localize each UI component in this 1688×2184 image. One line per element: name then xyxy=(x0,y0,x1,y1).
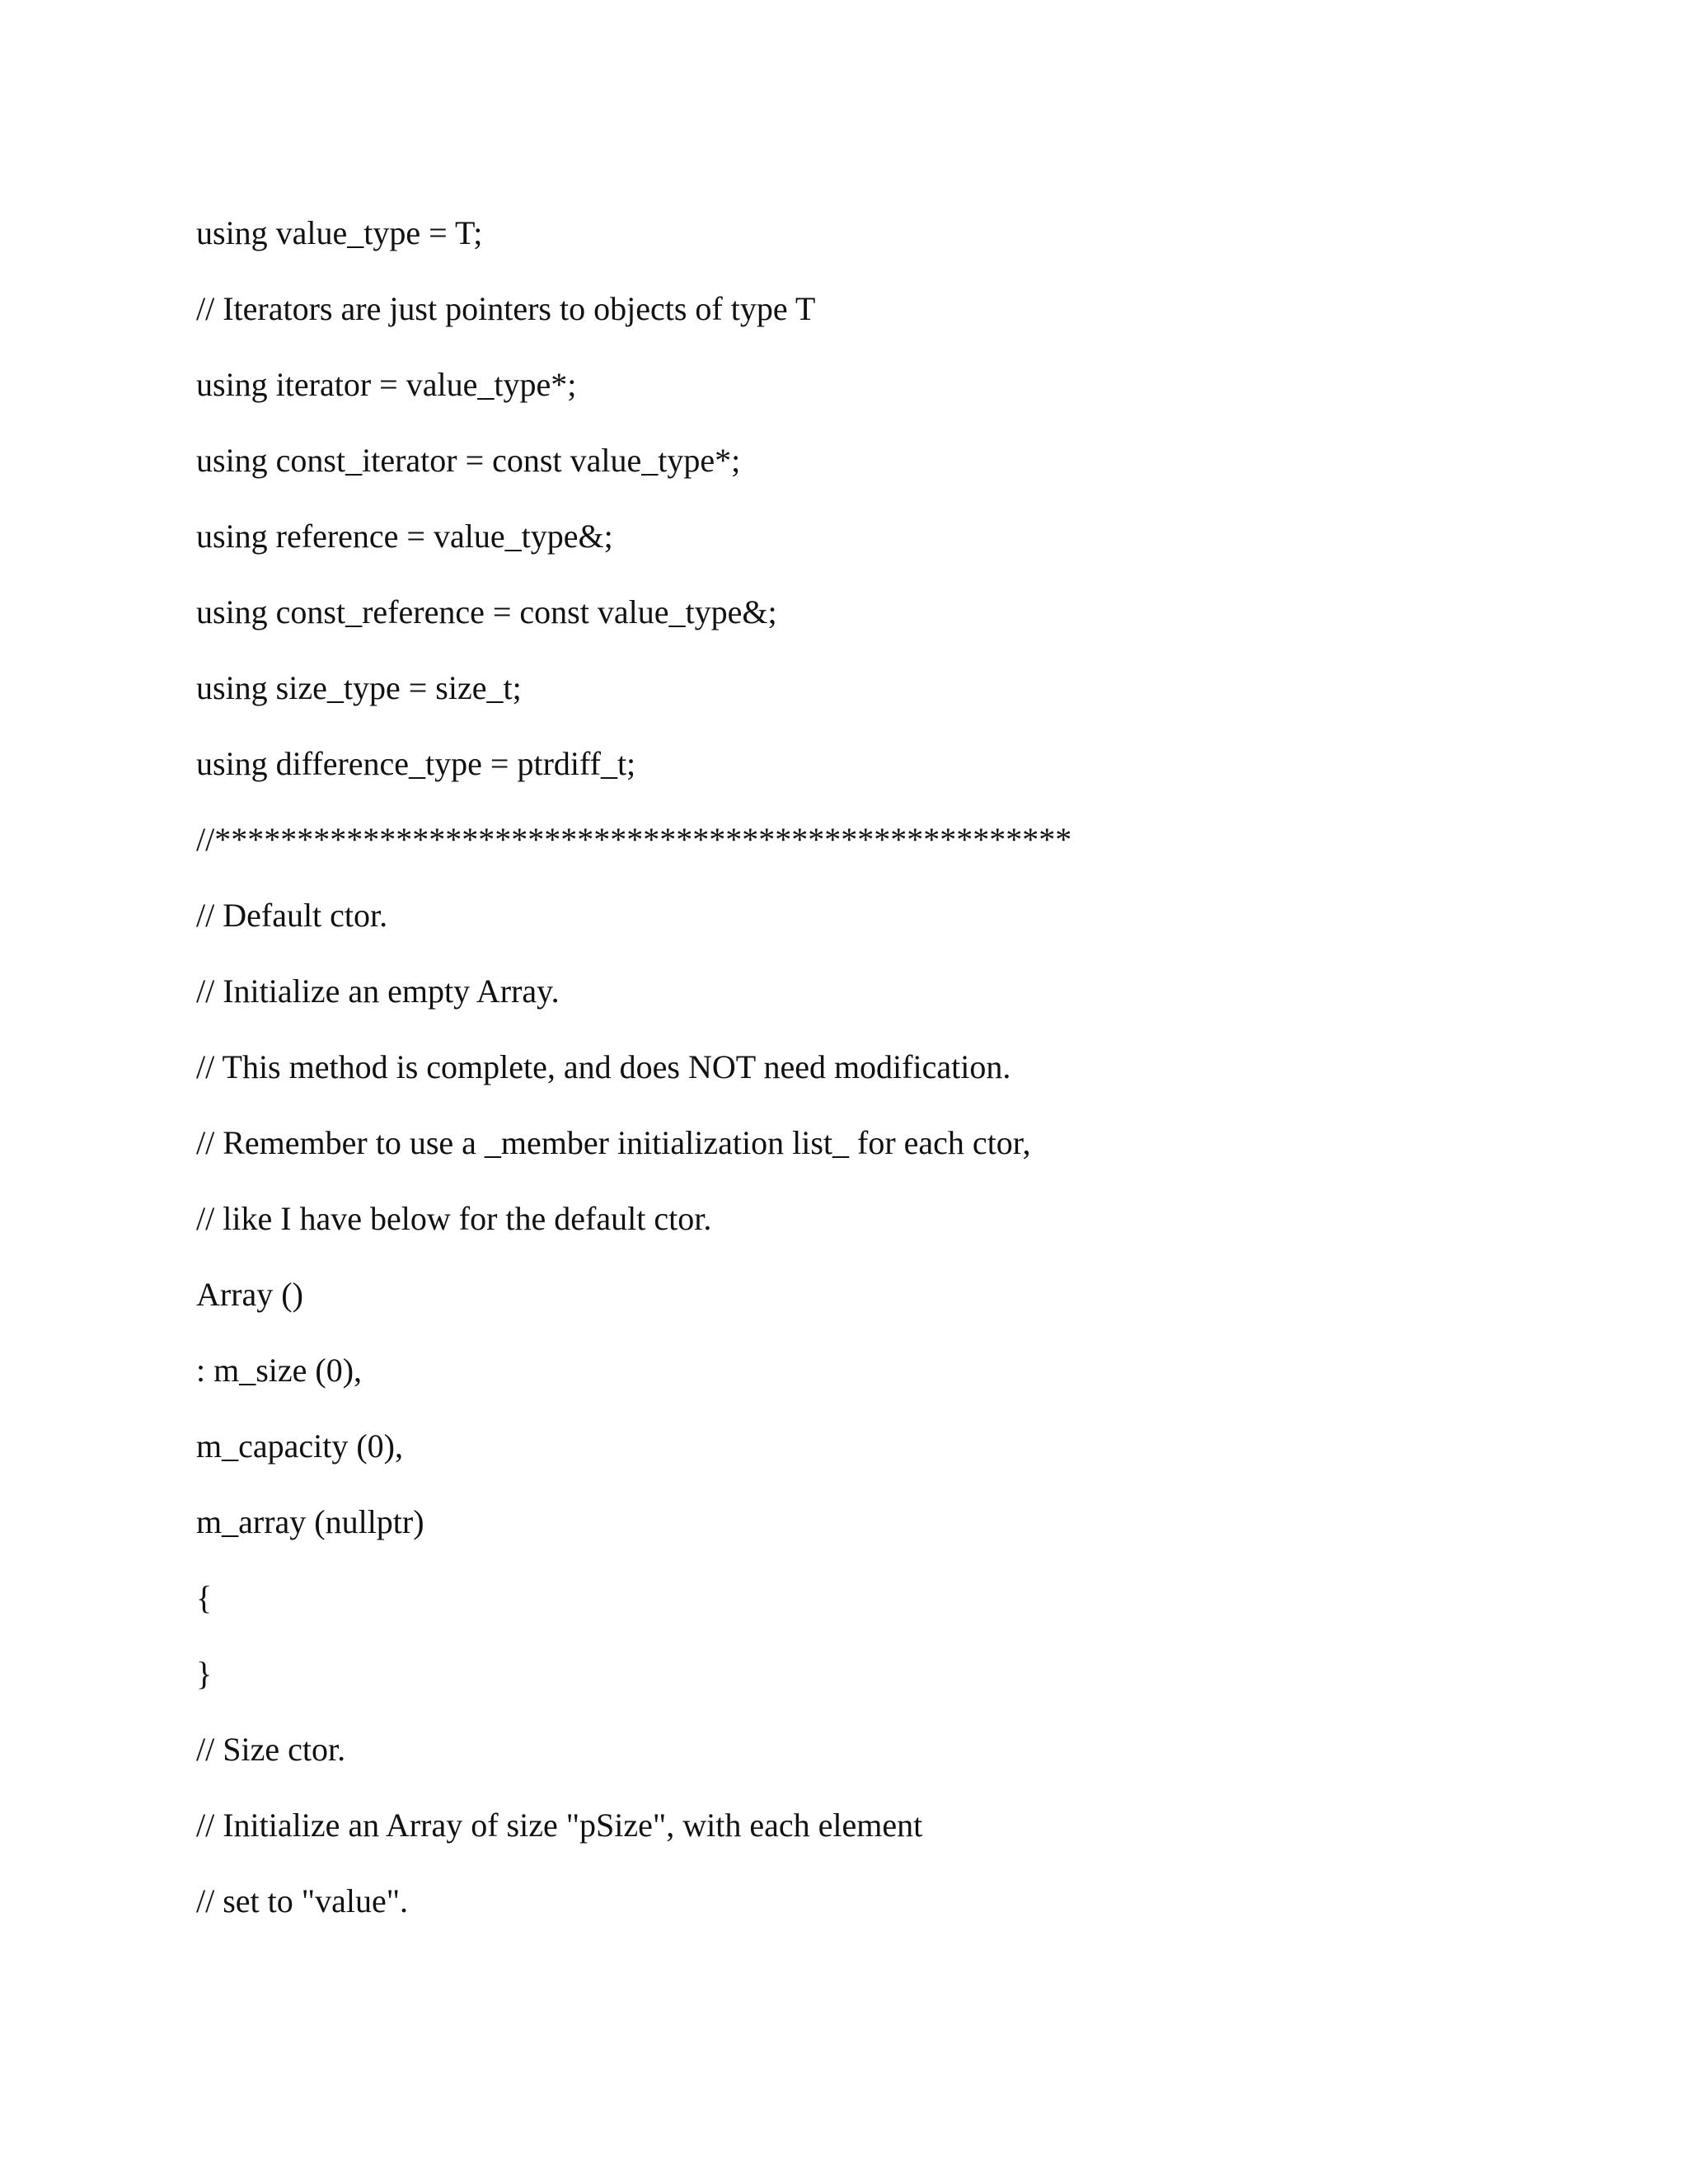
code-line: { xyxy=(196,1579,213,1616)
code-line: : m_size (0), xyxy=(196,1352,363,1389)
code-line: using const_iterator = const value_type*; xyxy=(196,442,741,479)
code-line: m_capacity (0), xyxy=(196,1427,403,1465)
code-comment-line: // Initialize an Array of size "pSize", with each element xyxy=(196,1807,923,1844)
code-line: using iterator = value_type*; xyxy=(196,366,577,403)
code-line: using value_type = T; xyxy=(196,214,483,251)
code-line: using const_reference = const value_type&; xyxy=(196,593,777,630)
code-line: Array () xyxy=(196,1276,303,1313)
code-comment-line: // This method is complete, and does NOT need modification. xyxy=(196,1048,1011,1085)
code-comment-line: // Size ctor. xyxy=(196,1731,346,1768)
code-comment-line: // Default ctor. xyxy=(196,897,388,934)
code-listing xyxy=(196,195,1597,1939)
code-line: } xyxy=(196,1655,213,1692)
code-line: m_array (nullptr) xyxy=(196,1503,424,1540)
code-line: using difference_type = ptrdiff_t; xyxy=(196,745,636,782)
code-line: using reference = value_type&; xyxy=(196,518,613,555)
code-comment-line: // Remember to use a _member initialization list_ for each ctor, xyxy=(196,1124,1031,1161)
code-comment-line: // Iterators are just pointers to objects of type T xyxy=(196,290,816,327)
separator-comment-line: //**************************************************** xyxy=(196,821,1072,858)
code-comment-line: // Initialize an empty Array. xyxy=(196,972,560,1010)
code-line: using size_type = size_t; xyxy=(196,669,522,706)
code-comment-line: // set to "value". xyxy=(196,1882,409,1919)
code-comment-line: // like I have below for the default ctor. xyxy=(196,1200,712,1237)
